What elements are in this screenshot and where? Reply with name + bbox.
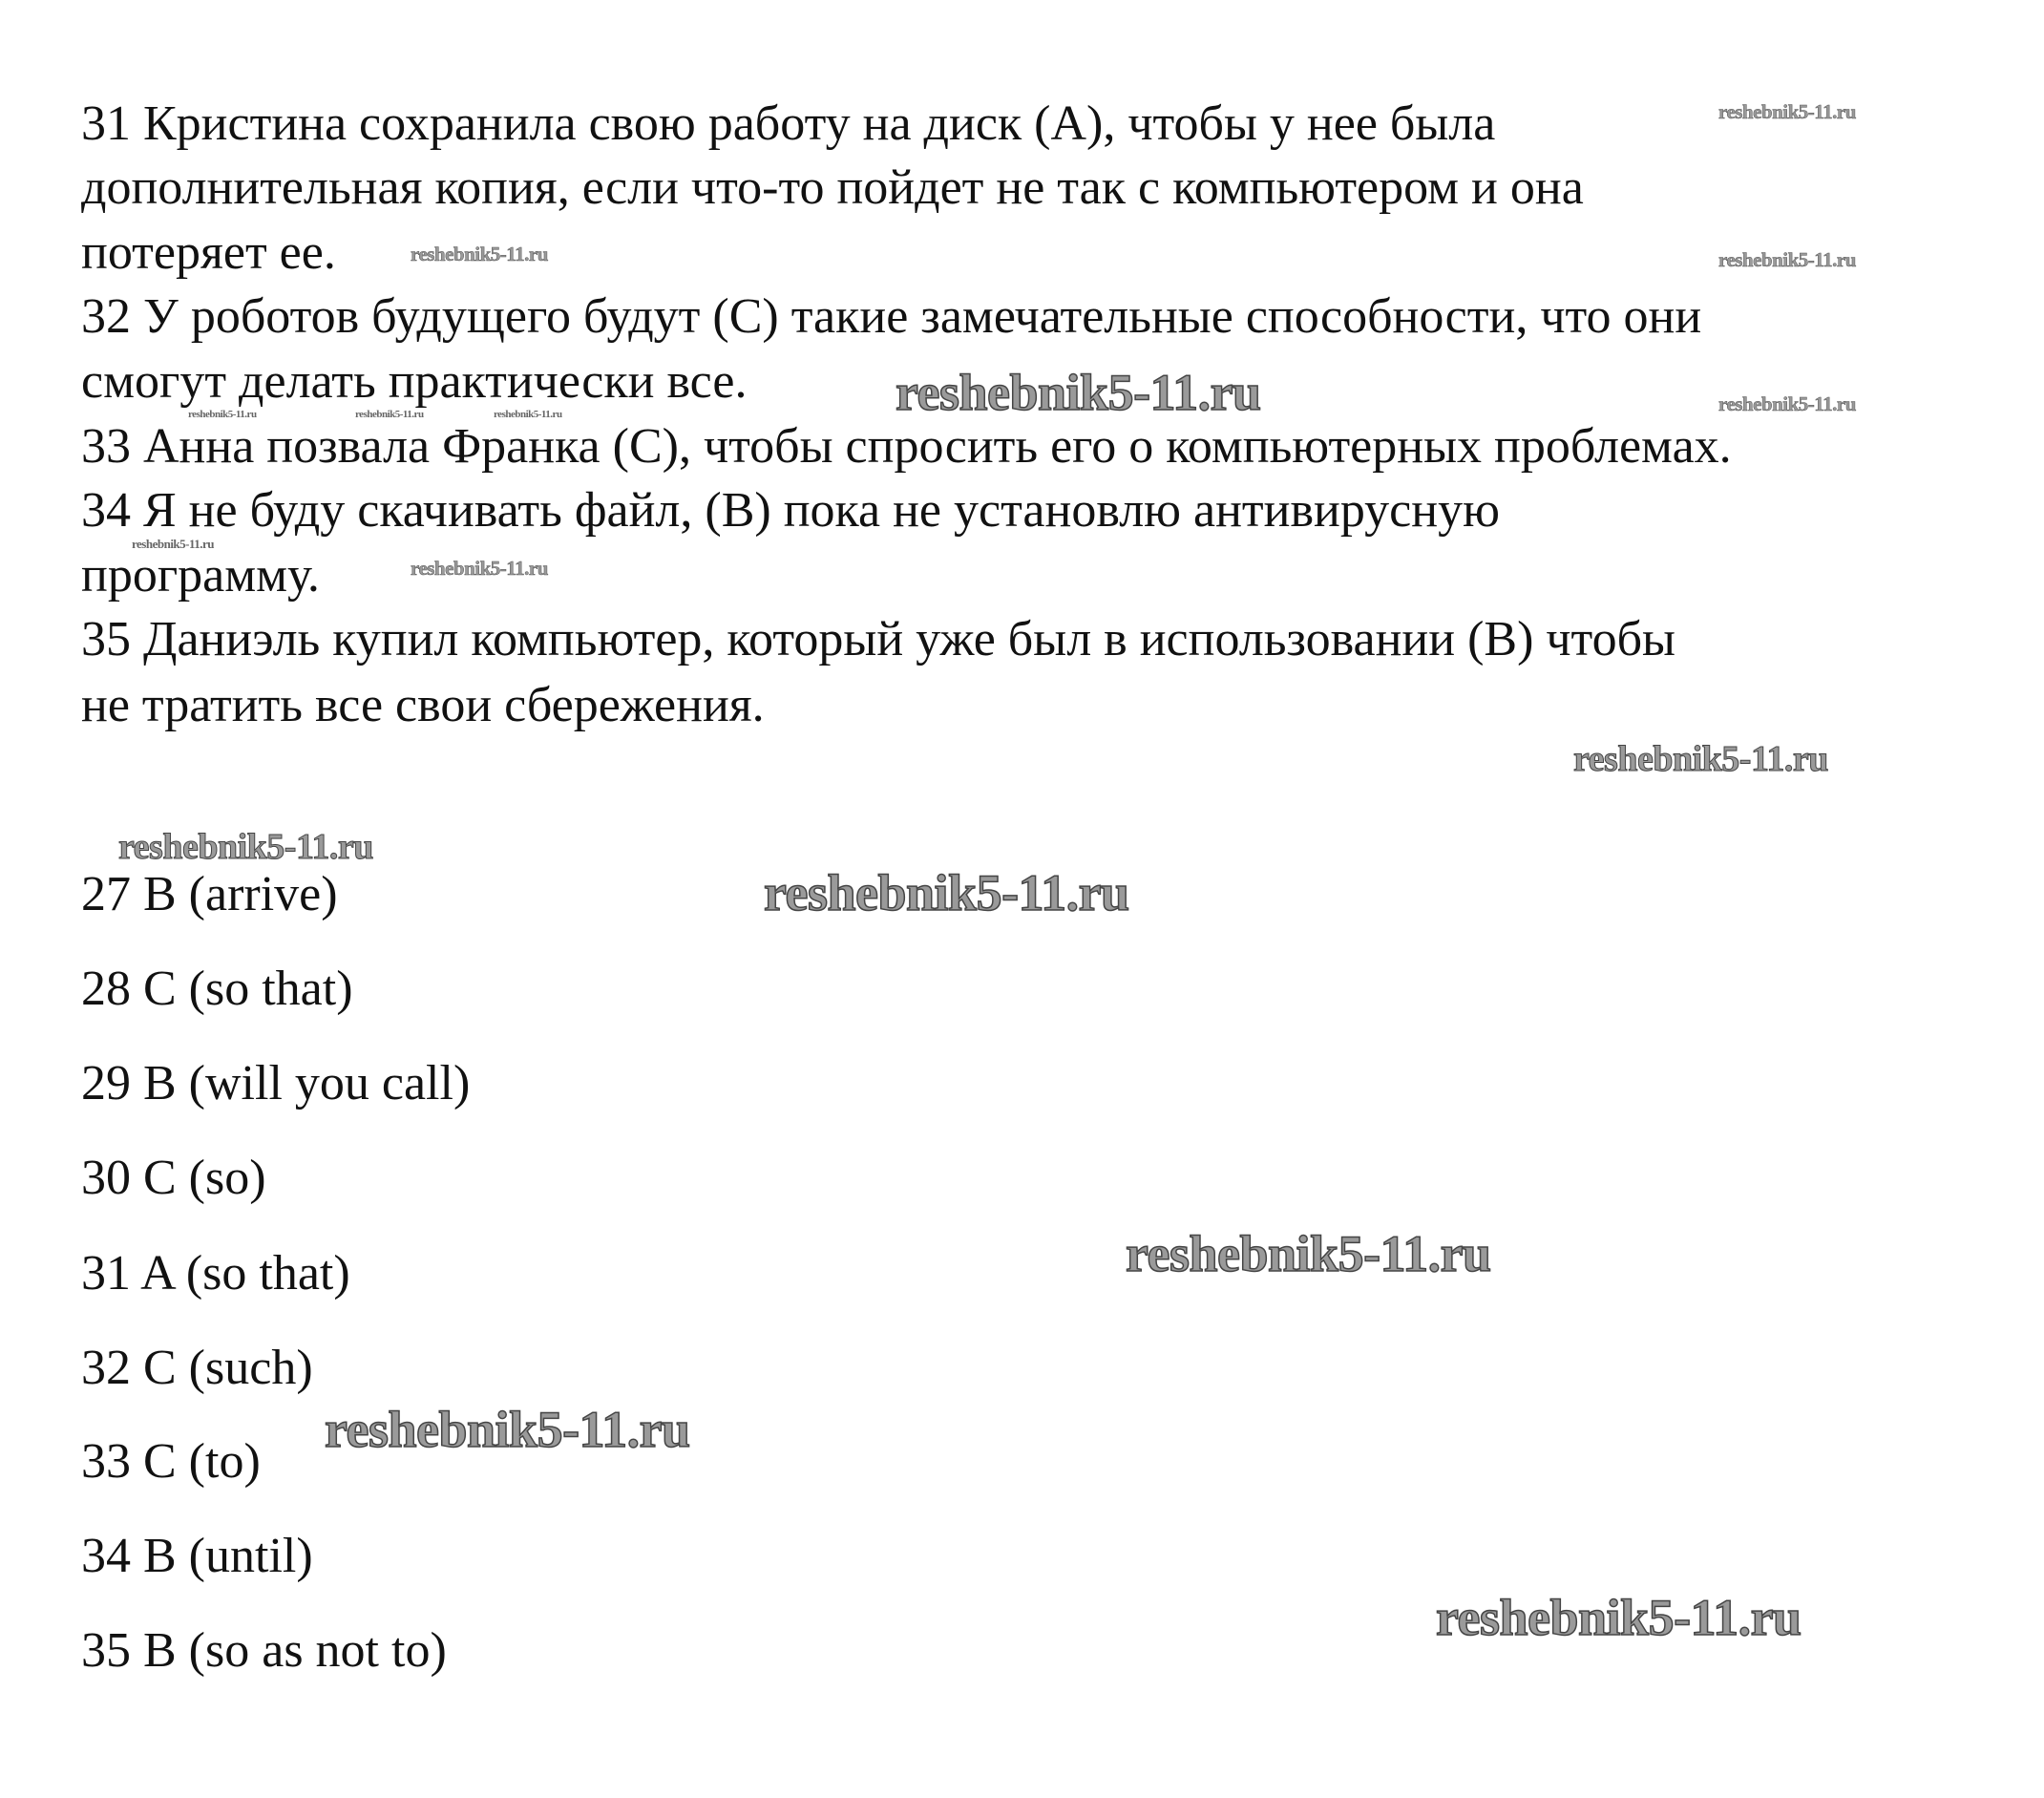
watermark: reshebnik5-11.ru: [325, 1401, 690, 1458]
answer-line: 30 C (so): [81, 1151, 266, 1205]
watermark: reshebnik5-11.ru: [411, 557, 548, 580]
answer-line: 34 B (until): [81, 1529, 313, 1583]
watermark: reshebnik5-11.ru: [411, 243, 548, 265]
watermark: reshebnik5-11.ru: [188, 409, 257, 420]
watermark: reshebnik5-11.ru: [1126, 1225, 1491, 1282]
answer-line: 28 C (so that): [81, 962, 353, 1016]
sentence-line: потеряет ее.: [81, 225, 336, 280]
sentence-line: 31 Кристина сохранила свою работу на диск (А), чтобы у нее была: [81, 96, 1496, 151]
sentence-line: программу.: [81, 548, 320, 603]
watermark: reshebnik5-11.ru: [1718, 100, 1856, 123]
sentence-line: 32 У роботов будущего будут (С) такие замечательные способности, что они: [81, 289, 1702, 344]
answer-line: 31 A (so that): [81, 1246, 350, 1301]
watermark: reshebnik5-11.ru: [896, 364, 1261, 421]
watermark: reshebnik5-11.ru: [118, 827, 373, 867]
sentence-line: смогут делать практически все.: [81, 354, 748, 409]
watermark: reshebnik5-11.ru: [132, 537, 215, 551]
watermark: reshebnik5-11.ru: [355, 409, 424, 420]
answer-line: 32 C (such): [81, 1341, 313, 1395]
answer-line: 33 C (to): [81, 1434, 261, 1489]
sentence-line: 35 Даниэль купил компьютер, который уже был в использовании (В) чтобы: [81, 612, 1675, 666]
sentence-line: 33 Анна позвала Франка (С), чтобы спросить его о компьютерных проблемах.: [81, 419, 1732, 474]
watermark: reshebnik5-11.ru: [1573, 739, 1828, 779]
answer-line: 29 B (will you call): [81, 1056, 471, 1111]
watermark: reshebnik5-11.ru: [1718, 392, 1856, 415]
watermark: reshebnik5-11.ru: [1718, 248, 1856, 271]
watermark: reshebnik5-11.ru: [764, 864, 1129, 921]
answer-line: 35 B (so as not to): [81, 1623, 447, 1678]
sentence-line: не тратить все свои сбережения.: [81, 678, 765, 732]
answer-line: 27 B (arrive): [81, 867, 338, 921]
sentence-line: дополнительная копия, если что-то пойдет не так с компьютером и она: [81, 160, 1584, 215]
sentence-line: 34 Я не буду скачивать файл, (В) пока не установлю антивирусную: [81, 483, 1500, 538]
watermark: reshebnik5-11.ru: [1436, 1589, 1802, 1646]
watermark: reshebnik5-11.ru: [494, 409, 562, 420]
